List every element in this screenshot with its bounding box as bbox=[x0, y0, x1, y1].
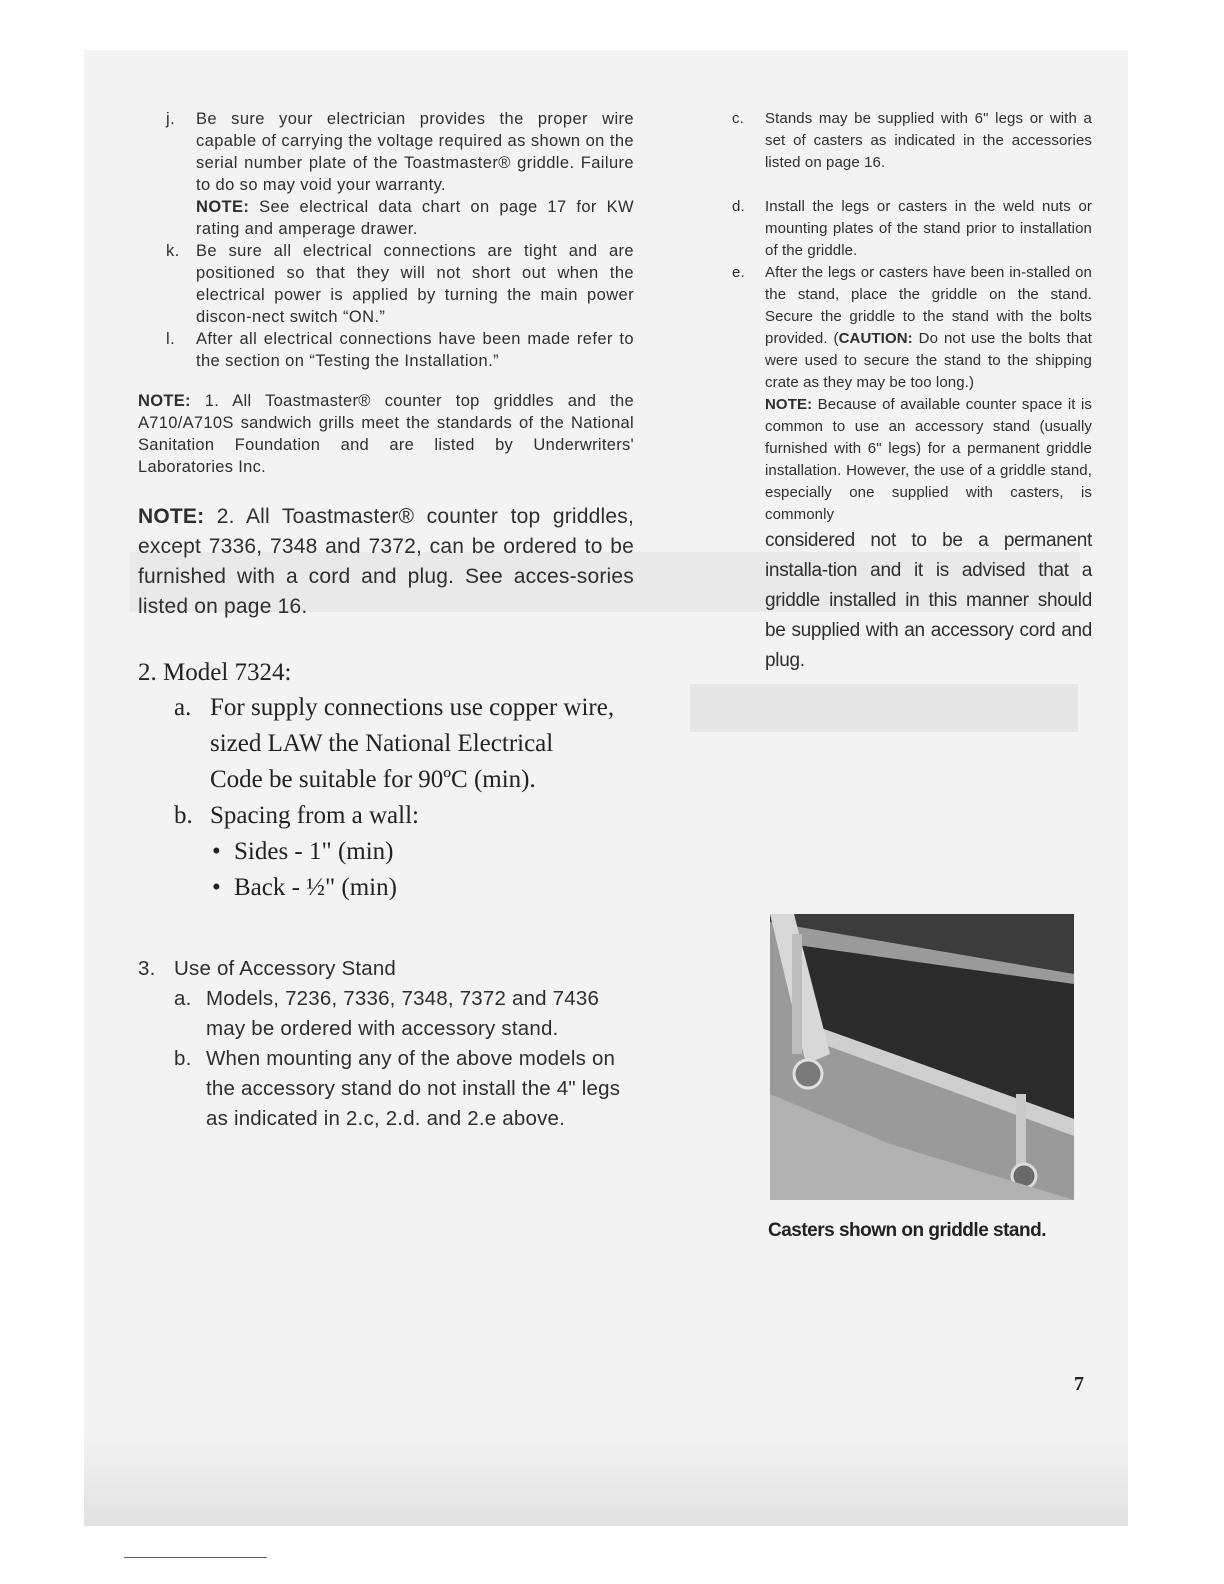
note-text: Because of available counter space it is common to use an accessory stand (usually furnished with 6" legs) for a permanent griddle installation. However, the use of a griddle stand, especially one supplied with casters, is commonly bbox=[765, 396, 1092, 523]
model-heading bbox=[138, 656, 634, 690]
item-text: Install the legs or casters in the weld nuts or mounting plates of the stand prior to installation of the griddle. bbox=[765, 198, 1092, 259]
item-text: After the legs or casters have been in-stalled on the stand, place the griddle on the stand. Secure the griddle to the stand with the bolts provided. ( bbox=[765, 264, 1092, 347]
model-section bbox=[138, 656, 634, 906]
footer-link-underline bbox=[124, 1557, 267, 1558]
item-text: Spacing from a wall: bbox=[210, 802, 419, 829]
item-letter: b. bbox=[174, 802, 193, 829]
item-letter: b. bbox=[174, 1047, 192, 1070]
bullet-icon: • bbox=[212, 838, 221, 865]
item-text: Be sure all electrical connections are tight and are positioned so that they will not short out when the electrical power is applied by turning the main power discon-nect switch “ON.” bbox=[196, 242, 634, 326]
note-text: 1. All Toastmaster® counter top griddles and the A710/A710S sandwich grills meet the standards of the National Sanitation Foundation and are listed by Underwriters' Laboratories Inc. bbox=[138, 392, 634, 476]
model-item-b bbox=[174, 798, 634, 834]
note-text: 2. All Toastmaster® counter top griddles, except 7336, 7348 and 7372, can be ordered to be furnished with a cord and plug. See acces-sories listed on page 16. bbox=[138, 505, 634, 618]
section-number: 2. bbox=[138, 659, 157, 686]
list-item-l bbox=[166, 328, 634, 372]
item-letter: k. bbox=[166, 242, 180, 260]
list-item-e bbox=[732, 262, 1092, 676]
list-item-k bbox=[166, 240, 634, 328]
scan-shadow bbox=[84, 1432, 1128, 1526]
bleed-through-box bbox=[690, 684, 1078, 732]
left-column bbox=[138, 108, 634, 1134]
item-letter: l. bbox=[166, 330, 176, 348]
stand-item-b bbox=[174, 1044, 634, 1134]
item-text: Stands may be supplied with 6" legs or with a set of casters as indicated in the accessories listed on page 16. bbox=[765, 110, 1092, 171]
list-item-c bbox=[732, 108, 1092, 174]
item-letter: e. bbox=[732, 264, 745, 281]
item-letter: a. bbox=[174, 987, 192, 1010]
section-title: Use of Accessory Stand bbox=[174, 957, 397, 980]
item-text: After all electrical connections have been made refer to the section on “Testing the Installation.” bbox=[196, 330, 634, 370]
griddle-stand-illustration bbox=[770, 914, 1074, 1200]
list-item-d bbox=[732, 196, 1092, 262]
item-letter: c. bbox=[732, 110, 744, 127]
photo-caption: Casters shown on griddle stand. bbox=[768, 1220, 1046, 1241]
note-text-large: considered not to be a permanent installa-tion and it is advised that a griddle installed in this manner should be supplied with an accessory cord and plug. bbox=[765, 530, 1092, 671]
item-line: For supply connections use copper wire, bbox=[210, 694, 615, 721]
stand-section bbox=[138, 954, 634, 1134]
page-number: 7 bbox=[1074, 1373, 1084, 1395]
note-label: NOTE: bbox=[138, 505, 205, 528]
item-line: sized LAW the National Electrical bbox=[210, 730, 554, 757]
item-letter: d. bbox=[732, 198, 745, 215]
caution-label: CAUTION: bbox=[838, 330, 913, 347]
item-text: Do not use the bolts that were used to secure the stand to the shipping crate as they may be too long.) bbox=[765, 330, 1092, 391]
item-body bbox=[196, 108, 634, 240]
note-label: NOTE: bbox=[196, 198, 250, 216]
item-text: When mounting any of the above models on the accessory stand do not install the 4" legs as indicated in 2.c, 2.d. and 2.e above. bbox=[206, 1047, 621, 1130]
model-item-a bbox=[174, 690, 634, 798]
note-label: NOTE: bbox=[765, 396, 813, 413]
stand-heading bbox=[138, 954, 634, 984]
item-line: Code be suitable for 90ºC (min). bbox=[210, 766, 536, 793]
item-text: Be sure your electrician provides the proper wire capable of carrying the voltage required as shown on the serial number plate of the Toastmaster® griddle. Failure to do so may void your warranty. bbox=[196, 110, 634, 194]
item-list-jkl bbox=[138, 108, 634, 372]
section-number: 3. bbox=[138, 957, 156, 980]
note-1 bbox=[138, 390, 634, 478]
item-letter: j. bbox=[166, 110, 176, 128]
griddle-stand-photo bbox=[770, 914, 1074, 1200]
note-label: NOTE: bbox=[138, 392, 191, 410]
bullet-item-back bbox=[212, 870, 634, 906]
stand-item-a bbox=[174, 984, 634, 1044]
note-2 bbox=[138, 502, 634, 622]
item-text: Models, 7236, 7336, 7348, 7372 and 7436 may be ordered with accessory stand. bbox=[206, 987, 600, 1040]
item-body bbox=[765, 262, 1092, 676]
section-title: Model 7324: bbox=[163, 659, 292, 686]
right-column bbox=[732, 108, 1092, 676]
bullet-text: Sides - 1" (min) bbox=[234, 838, 394, 865]
item-body bbox=[210, 690, 614, 798]
bullet-icon: • bbox=[212, 874, 221, 901]
note-text: See electrical data chart on page 17 for KW rating and amperage drawer. bbox=[196, 198, 634, 238]
bullet-item-sides bbox=[212, 834, 634, 870]
bullet-text: Back - ½" (min) bbox=[234, 874, 397, 901]
list-item-j bbox=[166, 108, 634, 240]
item-letter: a. bbox=[174, 694, 192, 721]
